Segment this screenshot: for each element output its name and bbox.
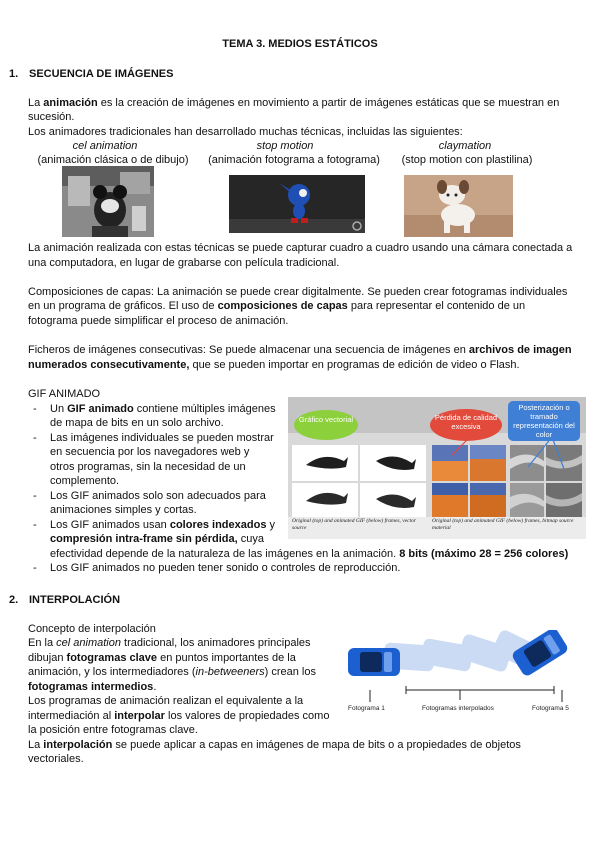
gif-line-12: Los GIF animados no pueden tener sonido o controles de reproducción. xyxy=(50,562,401,574)
gif-comparison-figure xyxy=(288,397,586,539)
technique-desc-stop-motion: (animación fotograma a fotograma) xyxy=(208,154,380,166)
section-2-title: INTERPOLACIÓN xyxy=(29,594,121,606)
technique-desc-claymation: (stop motion con plastilina) xyxy=(401,154,533,166)
interpolation-figure xyxy=(344,630,588,720)
section-2-number: 2. xyxy=(9,594,19,606)
interp-line-7: la posición entre fotogramas clave. xyxy=(28,724,198,736)
intro-line-1: La animación es la creación de imágenes en movimiento a partir de imágenes estáticas que se muestran en xyxy=(28,97,560,109)
vector-bubble-text: Gráfico vectorial xyxy=(298,415,354,424)
bullet-dash: - xyxy=(33,562,37,574)
interp-last-line-2: vectoriales. xyxy=(28,753,84,765)
gif-line-10: compresión intra-frame sin pérdida, cuya xyxy=(50,533,264,545)
cel-animation-image xyxy=(62,166,154,237)
interp-last-line-1: La interpolación se puede aplicar a capas en imágenes de mapa de bits o a propiedades de objetos xyxy=(28,739,521,751)
gif-line-4: en secuencia por los navegadores web y xyxy=(50,446,250,458)
gif-line-9: Los GIF animados usan colores indexados y xyxy=(50,519,275,531)
bullet-dash: - xyxy=(33,490,37,502)
files-line-1: Ficheros de imágenes consecutivas: Se puede almacenar una secuencia de imágenes en archivos de imagen xyxy=(28,344,572,356)
stop-motion-image xyxy=(229,175,365,233)
document-title: TEMA 3. MEDIOS ESTÁTICOS xyxy=(222,38,378,50)
capture-line-1: La animación realizada con estas técnicas se puede capturar cuadro a cuadro usando una cámara conectada a xyxy=(28,242,573,254)
capture-line-2: una computadora, en lugar de grabarse con película tradicional. xyxy=(28,257,340,269)
section-1-title: SECUENCIA DE IMÁGENES xyxy=(29,68,174,80)
posterization-bubble-text: Posterización o tramado representación del color xyxy=(513,403,575,439)
files-line-2: numerados consecutivamente, que se pueden importar en programas de edición de video o Flash. xyxy=(28,359,520,371)
gif-line-3: Las imágenes individuales se pueden mostrar xyxy=(50,432,274,444)
section-1-number: 1. xyxy=(9,68,19,80)
section-1-heading xyxy=(9,67,173,82)
gif-line-6: complemento. xyxy=(50,475,120,487)
interp-line-6: intermediación al interpolar los valores de propiedades como xyxy=(28,710,330,722)
technique-name-cel: cel animation xyxy=(72,140,138,152)
gif-line-5: otros programas, sin la necesidad de un xyxy=(50,461,246,473)
gif-caption-left: Original (top) and animated GIF (below) frames, vector source xyxy=(292,518,417,531)
bullet-dash: - xyxy=(33,403,37,415)
gif-caption-right: Original (top) and animated GIF (below) frames, bitmap source material xyxy=(432,518,574,531)
interp-line-5: Los programas de animación realizan el equivalente a la xyxy=(28,695,304,707)
claymation-image xyxy=(404,175,513,237)
interp-line-1: En la cel animation tradicional, los animadores principales xyxy=(28,637,311,649)
quality-loss-bubble-text: Pérdida de calidad excesiva xyxy=(434,413,498,431)
gif-line-8: animaciones simples y cortas. xyxy=(50,504,197,516)
label-frame-5: Fotograma 5 xyxy=(532,705,569,712)
gif-line-2: de mapa de bits en un solo archivo. xyxy=(50,417,224,429)
section-2-heading xyxy=(9,593,120,608)
technique-desc-cel: (animación clásica o de dibujo) xyxy=(37,154,189,166)
intro-line-2: sucesión. xyxy=(28,111,75,123)
car-start xyxy=(348,648,400,676)
gif-line-11: efectividad depende de la naturaleza de las imágenes en la animación. 8 bits (máximo 28 = 256 colores) xyxy=(50,548,569,560)
gif-line-7: Los GIF animados solo son adecuados para xyxy=(50,490,266,502)
bullet-dash: - xyxy=(33,519,37,531)
interpolation-concept: Concepto de interpolación xyxy=(28,623,156,635)
interp-line-3: animación, y los intermediadores (in-betweeners) crean los xyxy=(28,666,316,678)
interp-line-2: dibujan fotogramas clave en puntos importantes de la xyxy=(28,652,296,664)
label-interpolated-frames: Fotogramas interpolados xyxy=(422,705,494,712)
intro-line-3: Los animadores tradicionales han desarrollado muchas técnicas, incluidas las siguientes: xyxy=(28,126,463,138)
technique-name-stop-motion: stop motion xyxy=(256,140,314,152)
label-frame-1: Fotograma 1 xyxy=(348,705,385,712)
interp-line-4: fotogramas intermedios. xyxy=(28,681,157,693)
bullet-dash: - xyxy=(33,432,37,444)
technique-name-claymation: claymation xyxy=(438,140,492,152)
layers-line-3: fotograma puede simplificar el proceso de animación. xyxy=(28,315,289,327)
gif-line-1: Un GIF animado contiene múltiples imágenes xyxy=(50,403,276,415)
layers-line-1: Composiciones de capas: La animación se puede crear digitalmente. Se pueden crear fotogramas individuales xyxy=(28,286,568,298)
layers-line-2: en un programa de gráficos. El uso de composiciones de capas para representar el contenido de un xyxy=(28,300,526,312)
gif-heading: GIF ANIMADO xyxy=(28,388,101,400)
